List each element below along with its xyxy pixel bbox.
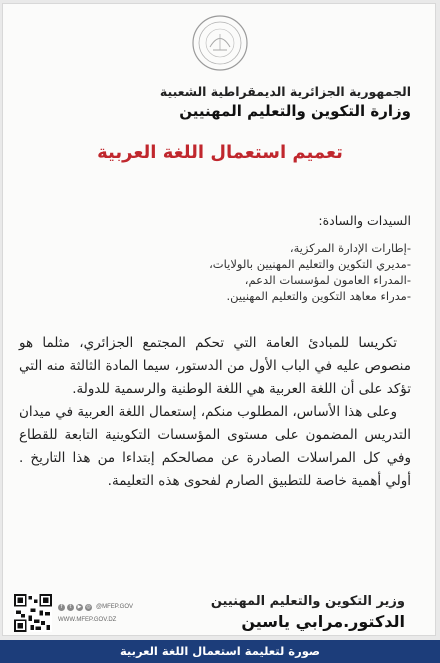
body-paragraph: تكريسا للمبادئ العامة التي تحكم المجتمع الجزائري، مثلما هو منصوص عليه في الباب الأول من الدستور، سيما المادة الثالثة منه التي تؤكد على أن اللغة العربية هي اللغة الوطنية والرسمية للدولة. — [19, 335, 411, 397]
instagram-icon[interactable]: ◎ — [86, 603, 91, 610]
ministry-name: وزارة التكوين والتعليم المهنيين — [179, 102, 411, 120]
recipient-item: -مديري التكوين والتعليم المهنيين بالولايات، — [209, 257, 411, 271]
signatory-role: وزير التكوين والتعليم المهنيين — [210, 594, 405, 609]
website-url[interactable]: WWW.MFEP.GOV.DZ — [58, 617, 117, 623]
salutation: السيدات والسادة: — [318, 213, 411, 228]
document-sheet — [2, 3, 436, 636]
social-handle: @MFEP.GOV — [96, 604, 133, 610]
youtube-icon[interactable]: ▶ — [77, 603, 82, 610]
document-title: تعميم استعمال اللغة العربية — [97, 142, 343, 163]
signatory-name: الدكتور.مرابي ياسين — [241, 612, 405, 631]
qr-code-icon — [14, 594, 52, 632]
facebook-icon[interactable]: f — [58, 604, 65, 611]
state-seal-icon — [191, 14, 249, 72]
recipient-list — [31, 240, 411, 304]
twitter-icon[interactable]: t — [67, 604, 74, 611]
recipient-item: -مدراء معاهد التكوين والتعليم المهنيين. — [226, 289, 411, 303]
recipient-item: -إطارات الإدارة المركزية، — [289, 241, 411, 255]
image-caption: صورة لتعليمة استعمال اللغة العربية — [0, 640, 440, 663]
social-links — [58, 602, 133, 612]
body-text — [19, 332, 411, 493]
body-paragraph: وعلى هذا الأساس، المطلوب منكم، إستعمال اللغة العربية في ميدان التدريس المضمون على مستوى المؤسسات التكوينية التابعة للقطاع وفي كل المراسلات الصادرة عن مصالحكم إبتداءا من هذا التاريخ . أولي أهمية خاصة للتطبيق الصارم لفحوى هذه التعليمة. — [19, 404, 411, 489]
republic-name: الجمهورية الجزائرية الديمقراطية الشعبية — [159, 84, 411, 99]
recipient-item: -المدراء العامون لمؤسسات الدعم، — [244, 273, 411, 287]
